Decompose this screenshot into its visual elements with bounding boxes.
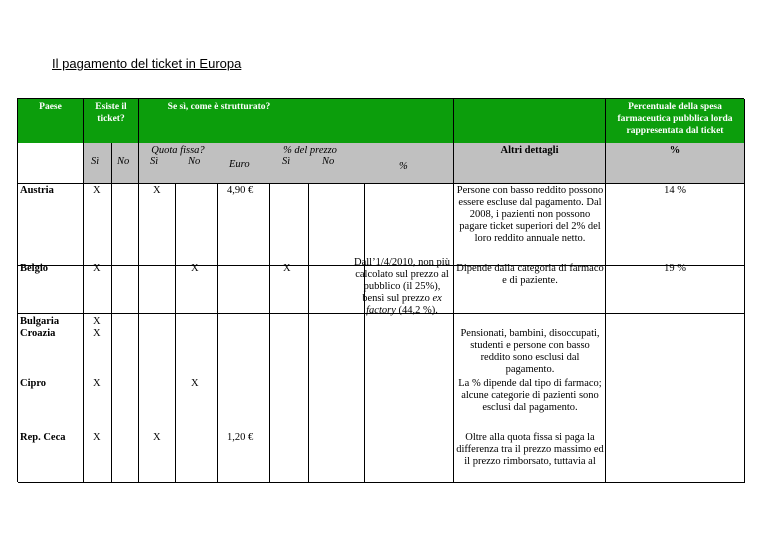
row-repceca-altri: Oltre alla quota fissa si paga la differenza tra il prezzo massimo ed il prezzo rimborsato, tuttavia al <box>456 432 604 467</box>
col-divider <box>364 183 365 483</box>
row-austria-euro: 4,90 € <box>227 185 254 196</box>
header-esiste: Esiste il ticket? <box>95 102 127 124</box>
ticket-table <box>17 98 744 482</box>
subheader-quota-si: Sì <box>150 156 159 167</box>
col-divider <box>111 143 112 483</box>
row-cipro-paese: Cipro <box>20 378 47 389</box>
subheader-perc-no: No <box>322 156 335 167</box>
row-austria-si: X <box>93 185 101 196</box>
row-austria-altri: Persone con basso reddito possono essere escluse dal pagamento. Dal 2008, i pazienti non possono pagare ticket superiori del 2% del loro reddito annuale netto. <box>456 185 604 244</box>
subheader-si: Sì <box>91 156 100 167</box>
row-croazia-si: X <box>93 328 101 339</box>
row-cipro-quota-no: X <box>191 378 199 389</box>
table-bottom-border <box>18 482 744 483</box>
subheader-quota-no: No <box>188 156 201 167</box>
subheader-perc: % <box>399 161 408 172</box>
row-belgio-perc-si: X <box>283 263 291 274</box>
row-bulgaria-paese: Bulgaria <box>20 316 60 327</box>
subheader-altri: Altri dettagli <box>500 145 559 156</box>
document-title: Il pagamento del ticket in Europa <box>52 56 242 71</box>
col-divider <box>175 183 176 483</box>
subheader-perc-col: % <box>669 145 681 156</box>
row-bulgaria-si: X <box>93 316 101 327</box>
subheader-quota: Quota fissa? <box>151 145 205 156</box>
row-austria-quota-si: X <box>153 185 161 196</box>
row-belgio-altri: Dipende dalla categoria di farmaco e di paziente. <box>456 263 604 286</box>
row-repceca-euro: 1,20 € <box>227 432 254 443</box>
row-divider <box>18 183 744 184</box>
subheader-euro: Euro <box>229 159 250 170</box>
subheader-perc-prezzo: % del prezzo <box>283 145 337 156</box>
col-divider <box>83 99 84 483</box>
subheader-perc-si: Sì <box>282 156 291 167</box>
col-divider <box>308 183 309 483</box>
row-repceca-paese: Rep. Ceca <box>20 432 66 443</box>
header-strutturato: Se sì, come è strutturato? <box>167 102 271 112</box>
row-belgio-si: X <box>93 263 101 274</box>
row-croazia-altri: Pensionati, bambini, disoccupati, studenti e persone con basso reddito sono esclusi dal pagamento. <box>460 328 600 375</box>
subheader-no: No <box>117 156 130 167</box>
row-belgio-quota-no: X <box>191 263 199 274</box>
col-divider <box>217 183 218 483</box>
header-paese: Paese <box>39 102 62 112</box>
row-belgio-perc-note: Dall’1/4/2010, non più calcolato sul prezzo al pubblico (il 25%), bensì sul prezzo ex factory (44,2 %). <box>354 257 450 316</box>
row-cipro-si: X <box>93 378 101 389</box>
col-divider <box>269 183 270 483</box>
row-repceca-si: X <box>93 432 101 443</box>
row-cipro-altri: La % dipende dal tipo di farmaco; alcune categorie di pazienti sono esclusi dal pagamento. <box>458 378 602 413</box>
col-divider <box>744 99 745 483</box>
row-belgio-perc: 19 % <box>664 263 686 274</box>
row-austria-paese: Austria <box>20 185 54 196</box>
header-percentuale: Percentuale della spesa farmaceutica pubblica lorda rappresentata dal ticket <box>617 102 733 136</box>
row-austria-perc: 14 % <box>664 185 686 196</box>
row-repceca-quota-si: X <box>153 432 161 443</box>
row-belgio-paese: Belgio <box>20 263 48 274</box>
row-croazia-paese: Croazia <box>20 328 56 339</box>
